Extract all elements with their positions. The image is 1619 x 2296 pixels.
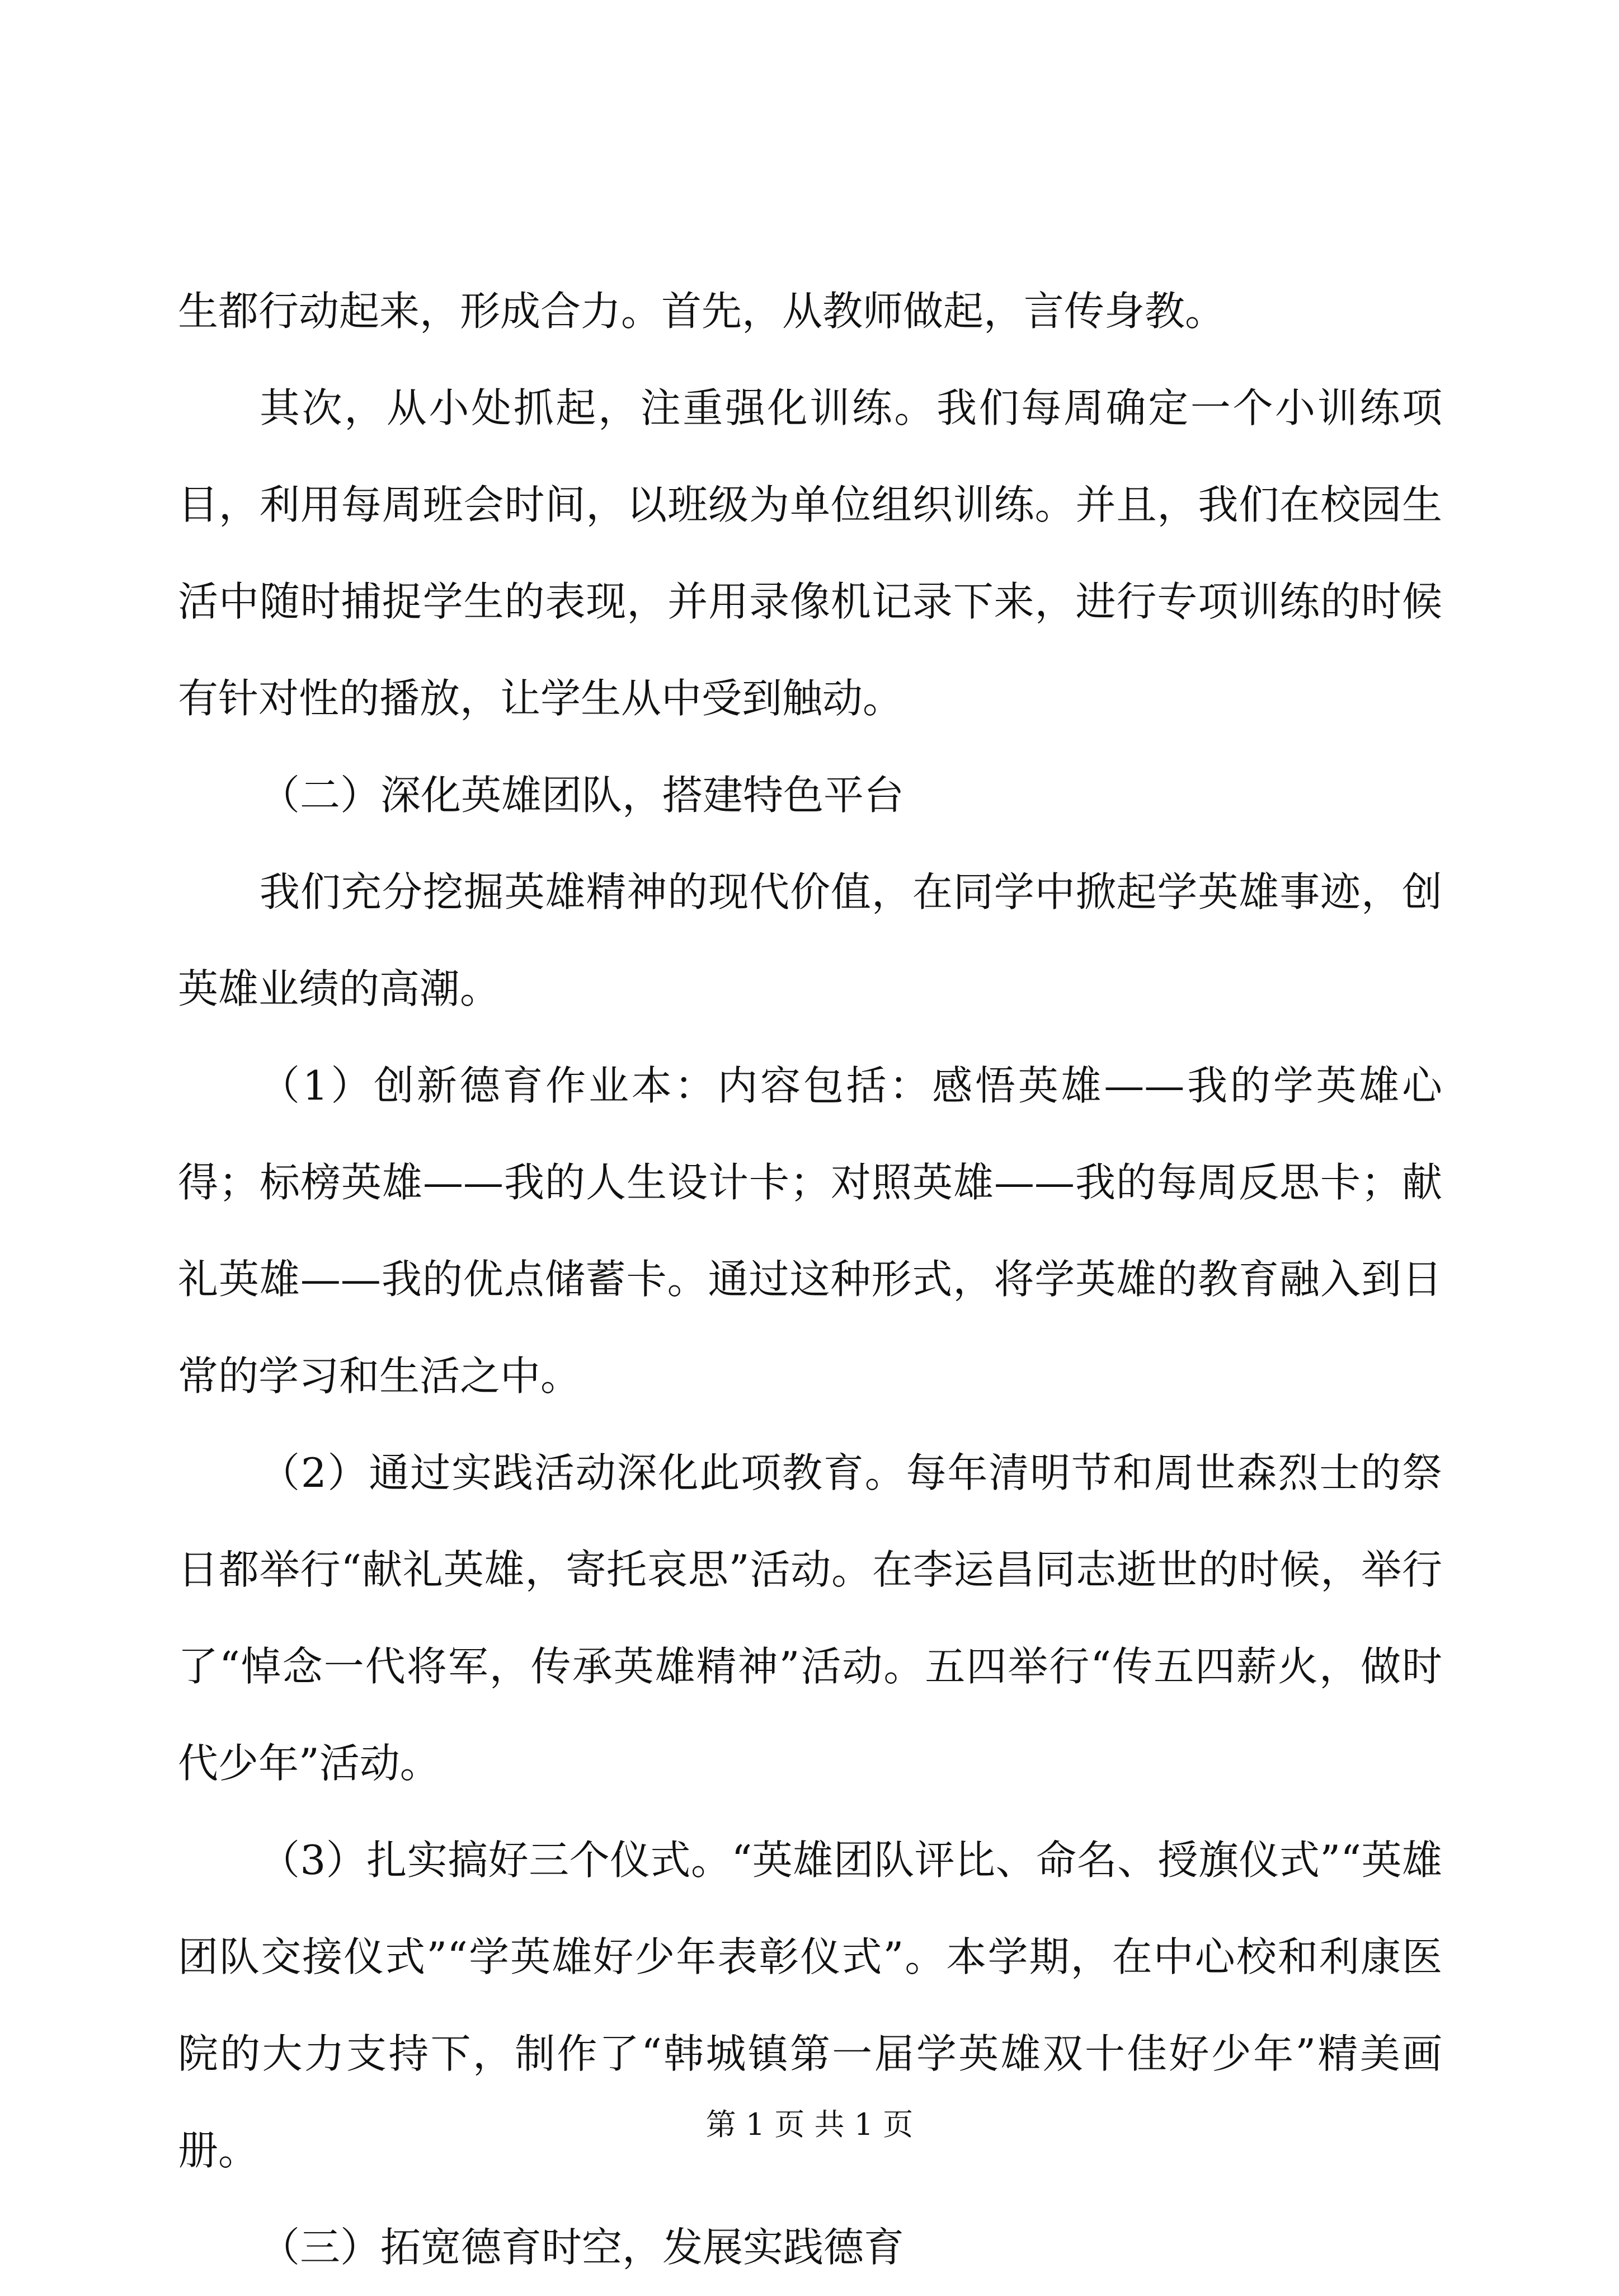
- section-heading-2: （二）深化英雄团队，搭建特色平台: [260, 772, 905, 819]
- paragraph-continuation: 生都行动起来，形成合力。首先，从教师做起，言传身教。: [178, 288, 1226, 335]
- paragraph-item-2: （2）通过实践活动深化此项教育。每年清明节和周世森烈士的祭日都举行“献礼英雄，寄托哀思”活动。在李运昌同志逝世的时候，举行了“悼念一代将军，传承英雄精神”活动。五四举行“传五四薪火，做时代少年”活动。: [178, 1449, 1442, 1787]
- paragraph-item-3: （3）扎实搞好三个仪式。“英雄团队评比、命名、授旗仪式”“英雄团队交接仪式”“学英雄好少年表彰仪式”。本学期，在中心校和利康医院的大力支持下，制作了“韩城镇第一届学英雄双十佳好少年”精美画册。: [178, 1837, 1442, 2174]
- section-heading-3: （三）拓宽德育时空，发展实践德育: [260, 2224, 905, 2271]
- document-body: [178, 263, 1442, 2296]
- paragraph-item-1: （1）创新德育作业本：内容包括：感悟英雄——我的学英雄心得；标榜英雄——我的人生设计卡；对照英雄——我的每周反思卡；献礼英雄——我的优点储蓄卡。通过这种形式，将学英雄的教育融入到日常的学习和生活之中。: [178, 1062, 1442, 1400]
- paragraph-hero-spirit: 我们充分挖掘英雄精神的现代价值，在同学中掀起学英雄事迹，创英雄业绩的高潮。: [178, 868, 1442, 1012]
- paragraph-training: 其次，从小处抓起，注重强化训练。我们每周确定一个小训练项目，利用每周班会时间，以班级为单位组织训练。并且，我们在校园生活中随时捕捉学生的表现，并用录像机记录下来，进行专项训练的时候有针对性的播放，让学生从中受到触动。: [178, 384, 1442, 722]
- page-footer: 第 1 页 共 1 页: [705, 2107, 914, 2142]
